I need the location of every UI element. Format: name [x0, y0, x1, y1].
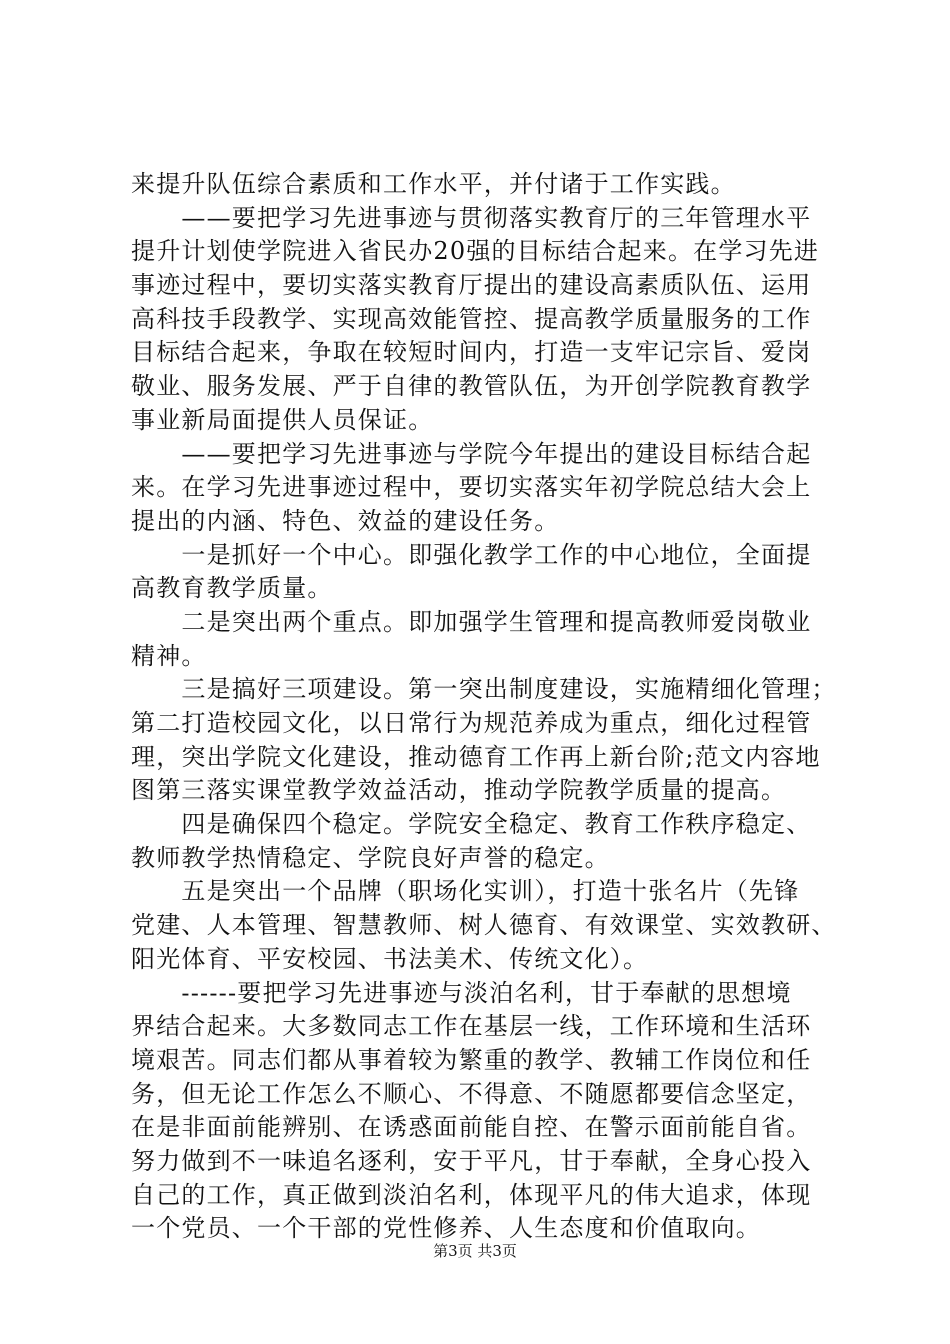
text-line: 教师教学热情稳定、学院良好声誉的稳定。 [131, 843, 610, 872]
body-text [131, 168, 837, 1246]
text-line: ------要把学习先进事迹与淡泊名利，甘于奉献的思想境 [131, 978, 792, 1007]
page-number-footer: 第3页 共3页 [433, 1242, 517, 1260]
text-line: 提升计划使学院进入省民办20强的目标结合起来。在学习先进 [131, 237, 820, 266]
text-line: 一是抓好一个中心。即强化教学工作的中心地位，全面提 [131, 540, 812, 569]
text-line: 事迹过程中，要切实落实教育厅提出的建设高素质队伍、运用 [131, 271, 812, 300]
text-line: 自己的工作，真正做到淡泊名利，体现平凡的伟大追求，体现 [131, 1180, 812, 1209]
text-line: 四是确保四个稳定。学院安全稳定、教育工作秩序稳定、 [131, 810, 812, 839]
text-line: 高教育教学质量。 [131, 574, 333, 603]
text-line: 阳光体育、平安校园、书法美术、传统文化）。 [131, 944, 649, 973]
text-line: 五是突出一个品牌（职场化实训），打造十张名片（先锋 [131, 877, 800, 906]
text-line: 图第三落实课堂教学效益活动，推动学院教学质量的提高。 [131, 776, 787, 805]
text-line: 敬业、服务发展、严于自律的教管队伍，为开创学院教育教学 [131, 372, 812, 401]
text-line: 提出的内涵、特色、效益的建设任务。 [131, 506, 560, 535]
text-line: 来提升队伍综合素质和工作水平，并付诸于工作实践。 [131, 170, 736, 198]
text-line: 高科技手段教学、实现高效能管控、提高教学质量服务的工作 [131, 304, 812, 333]
text-line: 界结合起来。大多数同志工作在基层一线，工作环境和生活环 [131, 1012, 812, 1041]
text-line: 来。在学习先进事迹过程中，要切实落实年初学院总结大会上 [131, 473, 812, 502]
text-line: ——要把学习先进事迹与贯彻落实教育厅的三年管理水平 [131, 203, 812, 232]
text-line: 在是非面前能辨别、在诱惑面前能自控、在警示面前能自省。 [131, 1113, 812, 1142]
text-line: 境艰苦。同志们都从事着较为繁重的教学、教辅工作岗位和任 [131, 1045, 812, 1074]
text-line: 事业新局面提供人员保证。 [131, 405, 434, 434]
text-line: 精神。 [131, 641, 207, 670]
text-line: 第二打造校园文化，以日常行为规范养成为重点，细化过程管 [131, 709, 812, 737]
text-line: 二是突出两个重点。即加强学生管理和提高教师爱岗敬业 [131, 607, 812, 636]
text-line: ——要把学习先进事迹与学院今年提出的建设目标结合起 [131, 439, 812, 468]
text-line: 三是搞好三项建设。第一突出制度建设，实施精细化管理； [131, 675, 837, 704]
text-line: 党建、人本管理、智慧教师、树人德育、有效课堂、实效教研、 [131, 911, 837, 940]
text-line: 理，突出学院文化建设，推动德育工作再上新台阶;范文内容地 [131, 742, 821, 771]
text-line: 目标结合起来，争取在较短时间内，打造一支牢记宗旨、爱岗 [131, 338, 812, 367]
text-line: 一个党员、一个干部的党性修养、人生态度和价值取向。 [131, 1214, 761, 1243]
text-line: 努力做到不一味追名逐利，安于平凡，甘于奉献，全身心投入 [131, 1146, 812, 1175]
text-line: 务，但无论工作怎么不顺心、不得意、不随愿都要信念坚定， [131, 1079, 812, 1108]
